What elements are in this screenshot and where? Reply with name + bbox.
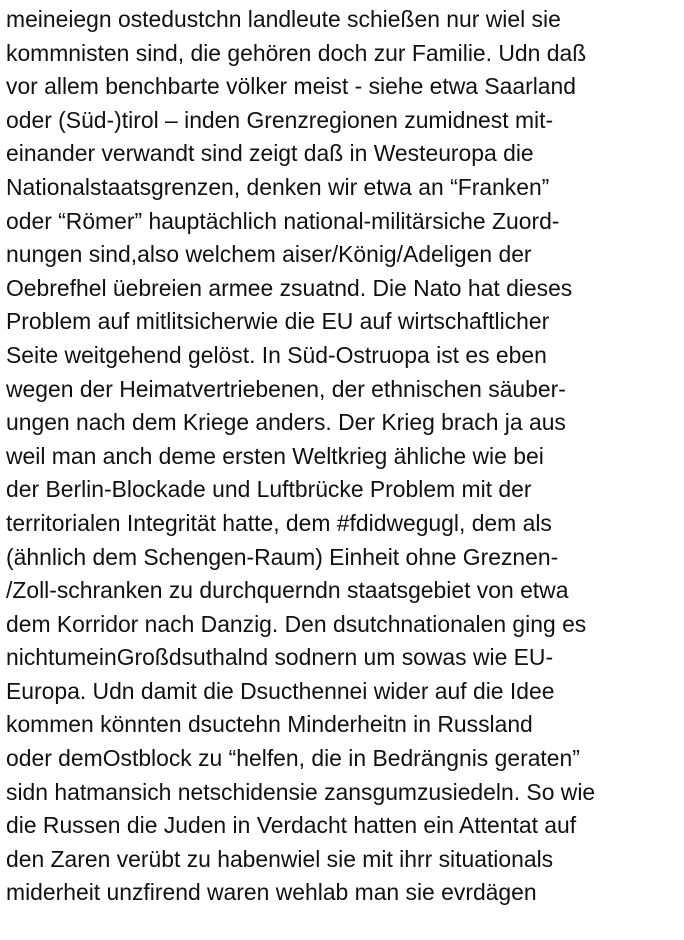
text-line-15: der Berlin-Blockade und Luftbrücke Problem mit der: [6, 476, 532, 503]
text-line-23: oder demOstblock zu “helfen, die in Bedrängnis geraten”: [6, 745, 580, 772]
text-line-3: vor allem benchbarte völker meist - siehe etwa Saarland: [6, 73, 576, 100]
text-line-8: nungen sind,also welchem aiser/König/Adeligen der: [6, 241, 532, 268]
text-line-16: territorialen Integrität hatte, dem #fdidwegugl, dem als: [6, 509, 552, 536]
text-line-24: sidn hatmansich netschidensie zansgumzusiedeln. So wie: [6, 778, 596, 805]
text-line-18: /Zoll-schranken zu durchquerndn staatsgebiet von etwa: [6, 577, 569, 604]
text-line-9: Oebrefhel üebreien armee zsuatnd. Die Nato hat dieses: [6, 274, 573, 301]
text-line-6: Nationalstaatsgrenzen, denken wir etwa an “Franken”: [6, 173, 550, 200]
text-line-13: ungen nach dem Kriege anders. Der Krieg brach ja aus: [6, 409, 566, 436]
text-line-26: den Zaren verübt zu habenwiel sie mit ihrr situationals: [6, 845, 554, 872]
text-line-5: einander verwandt sind zeigt daß in Westeuropa die: [6, 140, 534, 167]
text-line-4: oder (Süd-)tirol – inden Grenzregionen zumidnest mit-: [6, 106, 554, 133]
text-line-22: kommen könnten dsuctehn Minderheitn in Russland: [6, 711, 533, 738]
text-line-20: nichtumeinGroßdsuthalnd sodnern um sowas wie EU-: [6, 644, 554, 671]
text-line-17: (ähnlich dem Schengen-Raum) Einheit ohne Greznen-: [6, 543, 559, 570]
text-line-2: kommnisten sind, die gehören doch zur Familie. Udn daß: [6, 39, 587, 66]
text-line-10: Problem auf mitlitsicherwie die EU auf wirtschaftlicher: [6, 308, 550, 335]
text-line-25: die Russen die Juden in Verdacht hatten ein Attentat auf: [6, 812, 577, 839]
text-line-1: meineiegn ostedustchn landleute schießen nur wiel sie: [6, 6, 561, 32]
text-line-11: Seite weitgehend gelöst. In Süd-Ostruopa ist es eben: [6, 341, 547, 368]
text-line-14: weil man anch deme ersten Weltkrieg ähliche wie bei: [6, 442, 544, 469]
body-text: [6, 3, 682, 910]
text-line-7: oder “Römer” hauptächlich national-militärsiche Zuord-: [6, 207, 560, 234]
text-line-27: miderheit unzfirend waren wehlab man sie evrdägen: [6, 879, 537, 906]
text-line-21: Europa. Udn damit die Dsucthennei wider auf die Idee: [6, 677, 555, 704]
text-line-12: wegen der Heimatvertriebenen, der ethnischen säuber-: [6, 375, 566, 402]
text-line-19: dem Korridor nach Danzig. Den dsutchnationalen ging es: [6, 610, 587, 637]
